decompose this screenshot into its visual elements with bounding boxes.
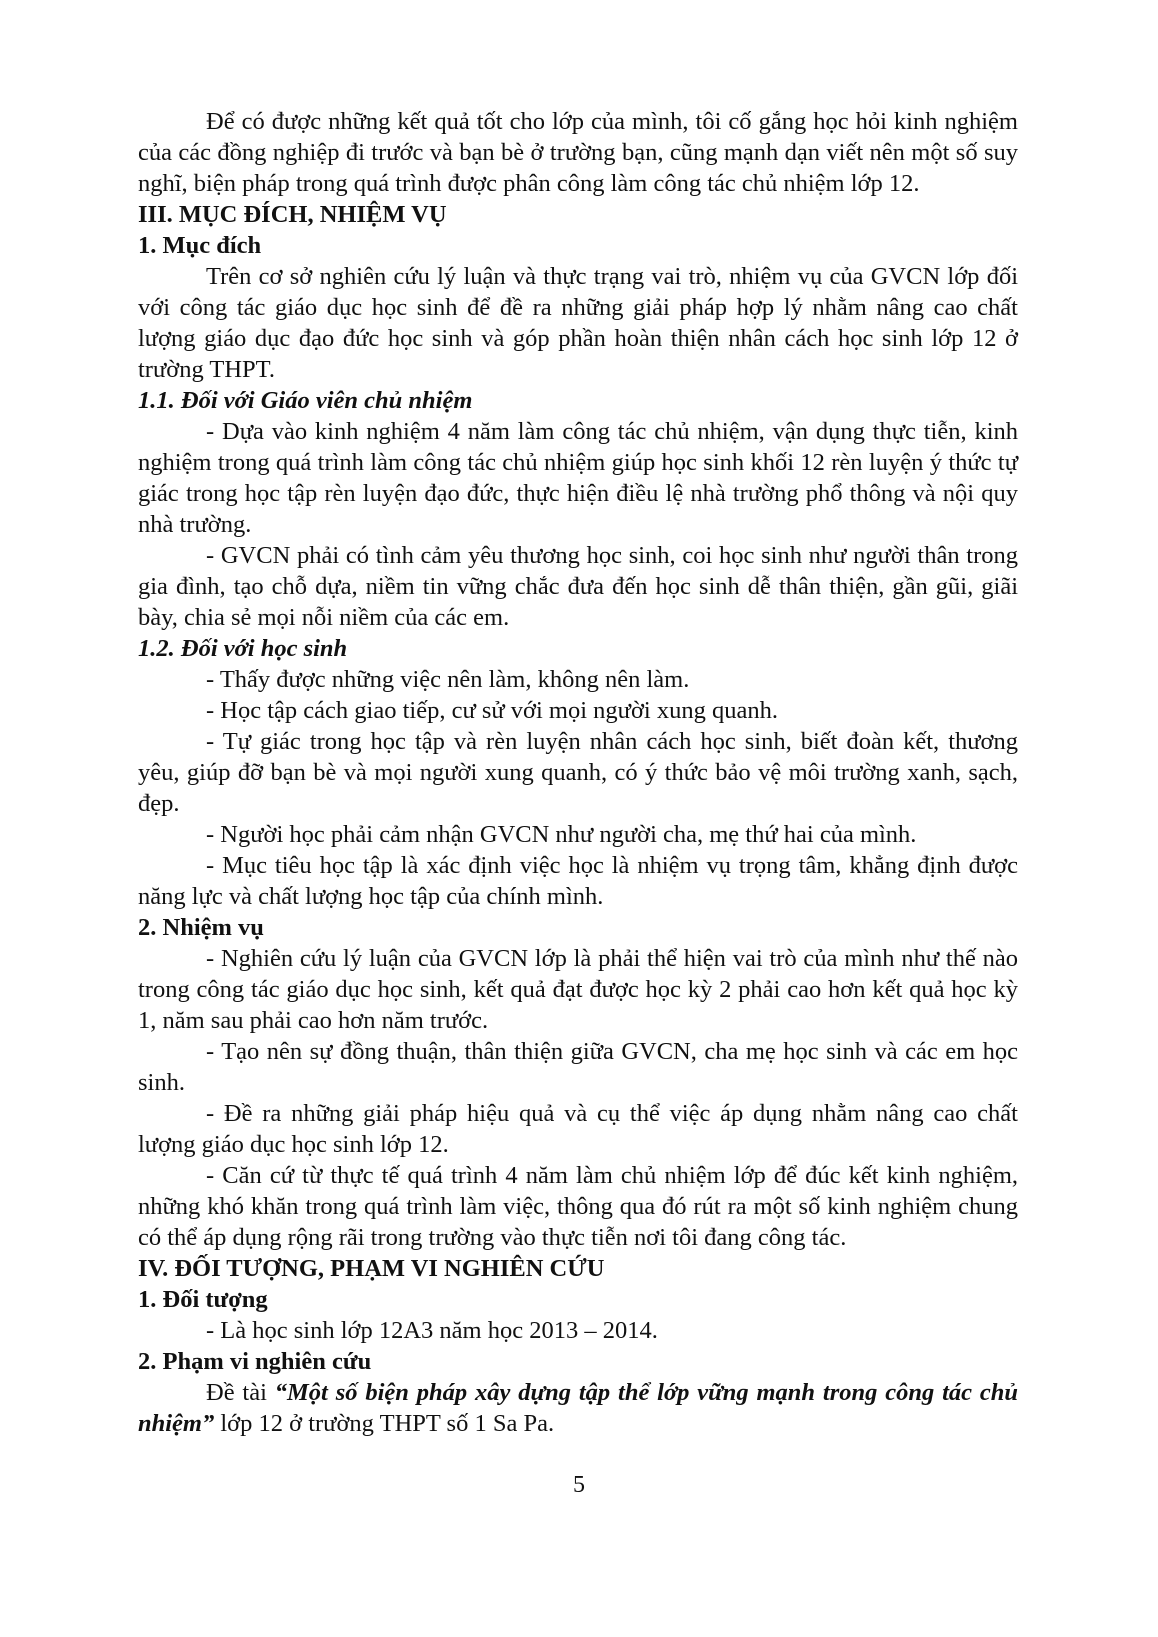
scope-title: “Một số biện pháp xây dựng tập thể lớp vững mạnh trong công tác chủ nhiệm” bbox=[138, 1379, 1018, 1437]
document-page bbox=[138, 106, 1018, 1439]
object-text: - Là học sinh lớp 12A3 năm học 2013 – 2014. bbox=[206, 1317, 658, 1344]
teacher-item: - GVCN phải có tình cảm yêu thương học sinh, coi học sinh như người thân trong gia đình, tạo chỗ dựa, niềm tin vững chắc đưa đến học sinh dễ thân thiện, gần gũi, giãi bày, chia sẻ mọi nỗi niềm của các em. bbox=[138, 542, 1018, 631]
subheading-object: 1. Đối tượng bbox=[138, 1286, 268, 1313]
subheading-teacher: 1.1. Đối với Giáo viên chủ nhiệm bbox=[138, 387, 473, 414]
subheading-purpose: 1. Mục đích bbox=[138, 232, 262, 259]
scope-suffix: lớp 12 ở trường THPT số 1 Sa Pa. bbox=[214, 1410, 555, 1437]
section-heading-purpose-tasks: III. MỤC ĐÍCH, NHIỆM VỤ bbox=[138, 201, 447, 228]
student-item: - Thấy được những việc nên làm, không nên làm. bbox=[206, 666, 690, 693]
intro-paragraph: Để có được những kết quả tốt cho lớp của mình, tôi cố gắng học hỏi kinh nghiệm của các đồng nghiệp đi trước và bạn bè ở trường bạn, cũng mạnh dạn viết nên một số suy nghĩ, biện pháp trong quá trình được phân công làm công tác chủ nhiệm lớp 12. bbox=[138, 108, 1018, 197]
task-item: - Tạo nên sự đồng thuận, thân thiện giữa GVCN, cha mẹ học sinh và các em học sinh. bbox=[138, 1038, 1018, 1096]
subheading-scope: 2. Phạm vi nghiên cứu bbox=[138, 1348, 372, 1375]
subheading-tasks: 2. Nhiệm vụ bbox=[138, 914, 264, 941]
purpose-paragraph: Trên cơ sở nghiên cứu lý luận và thực trạng vai trò, nhiệm vụ của GVCN lớp đối với công tác giáo dục học sinh để đề ra những giải pháp hợp lý nhằm nâng cao chất lượng giáo dục đạo đức học sinh và góp phần hoàn thiện nhân cách học sinh lớp 12 ở trường THPT. bbox=[138, 263, 1018, 383]
task-item: - Đề ra những giải pháp hiệu quả và cụ thể việc áp dụng nhằm nâng cao chất lượng giáo dục học sinh lớp 12. bbox=[138, 1100, 1018, 1158]
task-item: - Căn cứ từ thực tế quá trình 4 năm làm chủ nhiệm lớp để đúc kết kinh nghiệm, những khó khăn trong quá trình làm việc, thông qua đó rút ra một số kinh nghiệm chung có thể áp dụng rộng rãi trong trường vào thực tiễn nơi tôi đang công tác. bbox=[138, 1162, 1018, 1251]
student-item: - Học tập cách giao tiếp, cư sử với mọi người xung quanh. bbox=[206, 697, 778, 724]
subheading-student: 1.2. Đối với học sinh bbox=[138, 635, 348, 662]
scope-paragraph bbox=[138, 1377, 1018, 1439]
teacher-item: - Dựa vào kinh nghiệm 4 năm làm công tác chủ nhiệm, vận dụng thực tiễn, kinh nghiệm trong quá trình làm công tác chủ nhiệm giúp học sinh khối 12 rèn luyện ý thức tự giác trong học tập rèn luyện đạo đức, thực hiện điều lệ nhà trường phổ thông và nội quy nhà trường. bbox=[138, 418, 1018, 538]
scope-prefix: Đề tài bbox=[206, 1379, 275, 1406]
task-item: - Nghiên cứu lý luận của GVCN lớp là phải thể hiện vai trò của mình như thế nào trong công tác giáo dục học sinh, kết quả đạt được học kỳ 2 phải cao hơn kết quả học kỳ 1, năm sau phải cao hơn năm trước. bbox=[138, 945, 1018, 1034]
student-item: - Người học phải cảm nhận GVCN như người cha, mẹ thứ hai của mình. bbox=[206, 821, 917, 848]
page-number: 5 bbox=[573, 1472, 585, 1498]
student-item: - Mục tiêu học tập là xác định việc học là nhiệm vụ trọng tâm, khẳng định được năng lực và chất lượng học tập của chính mình. bbox=[138, 852, 1018, 910]
student-item: - Tự giác trong học tập và rèn luyện nhân cách học sinh, biết đoàn kết, thương yêu, giúp đỡ bạn bè và mọi người xung quanh, có ý thức bảo vệ môi trường xanh, sạch, đẹp. bbox=[138, 728, 1018, 817]
section-heading-scope: IV. ĐỐI TƯỢNG, PHẠM VI NGHIÊN CỨU bbox=[138, 1255, 605, 1282]
